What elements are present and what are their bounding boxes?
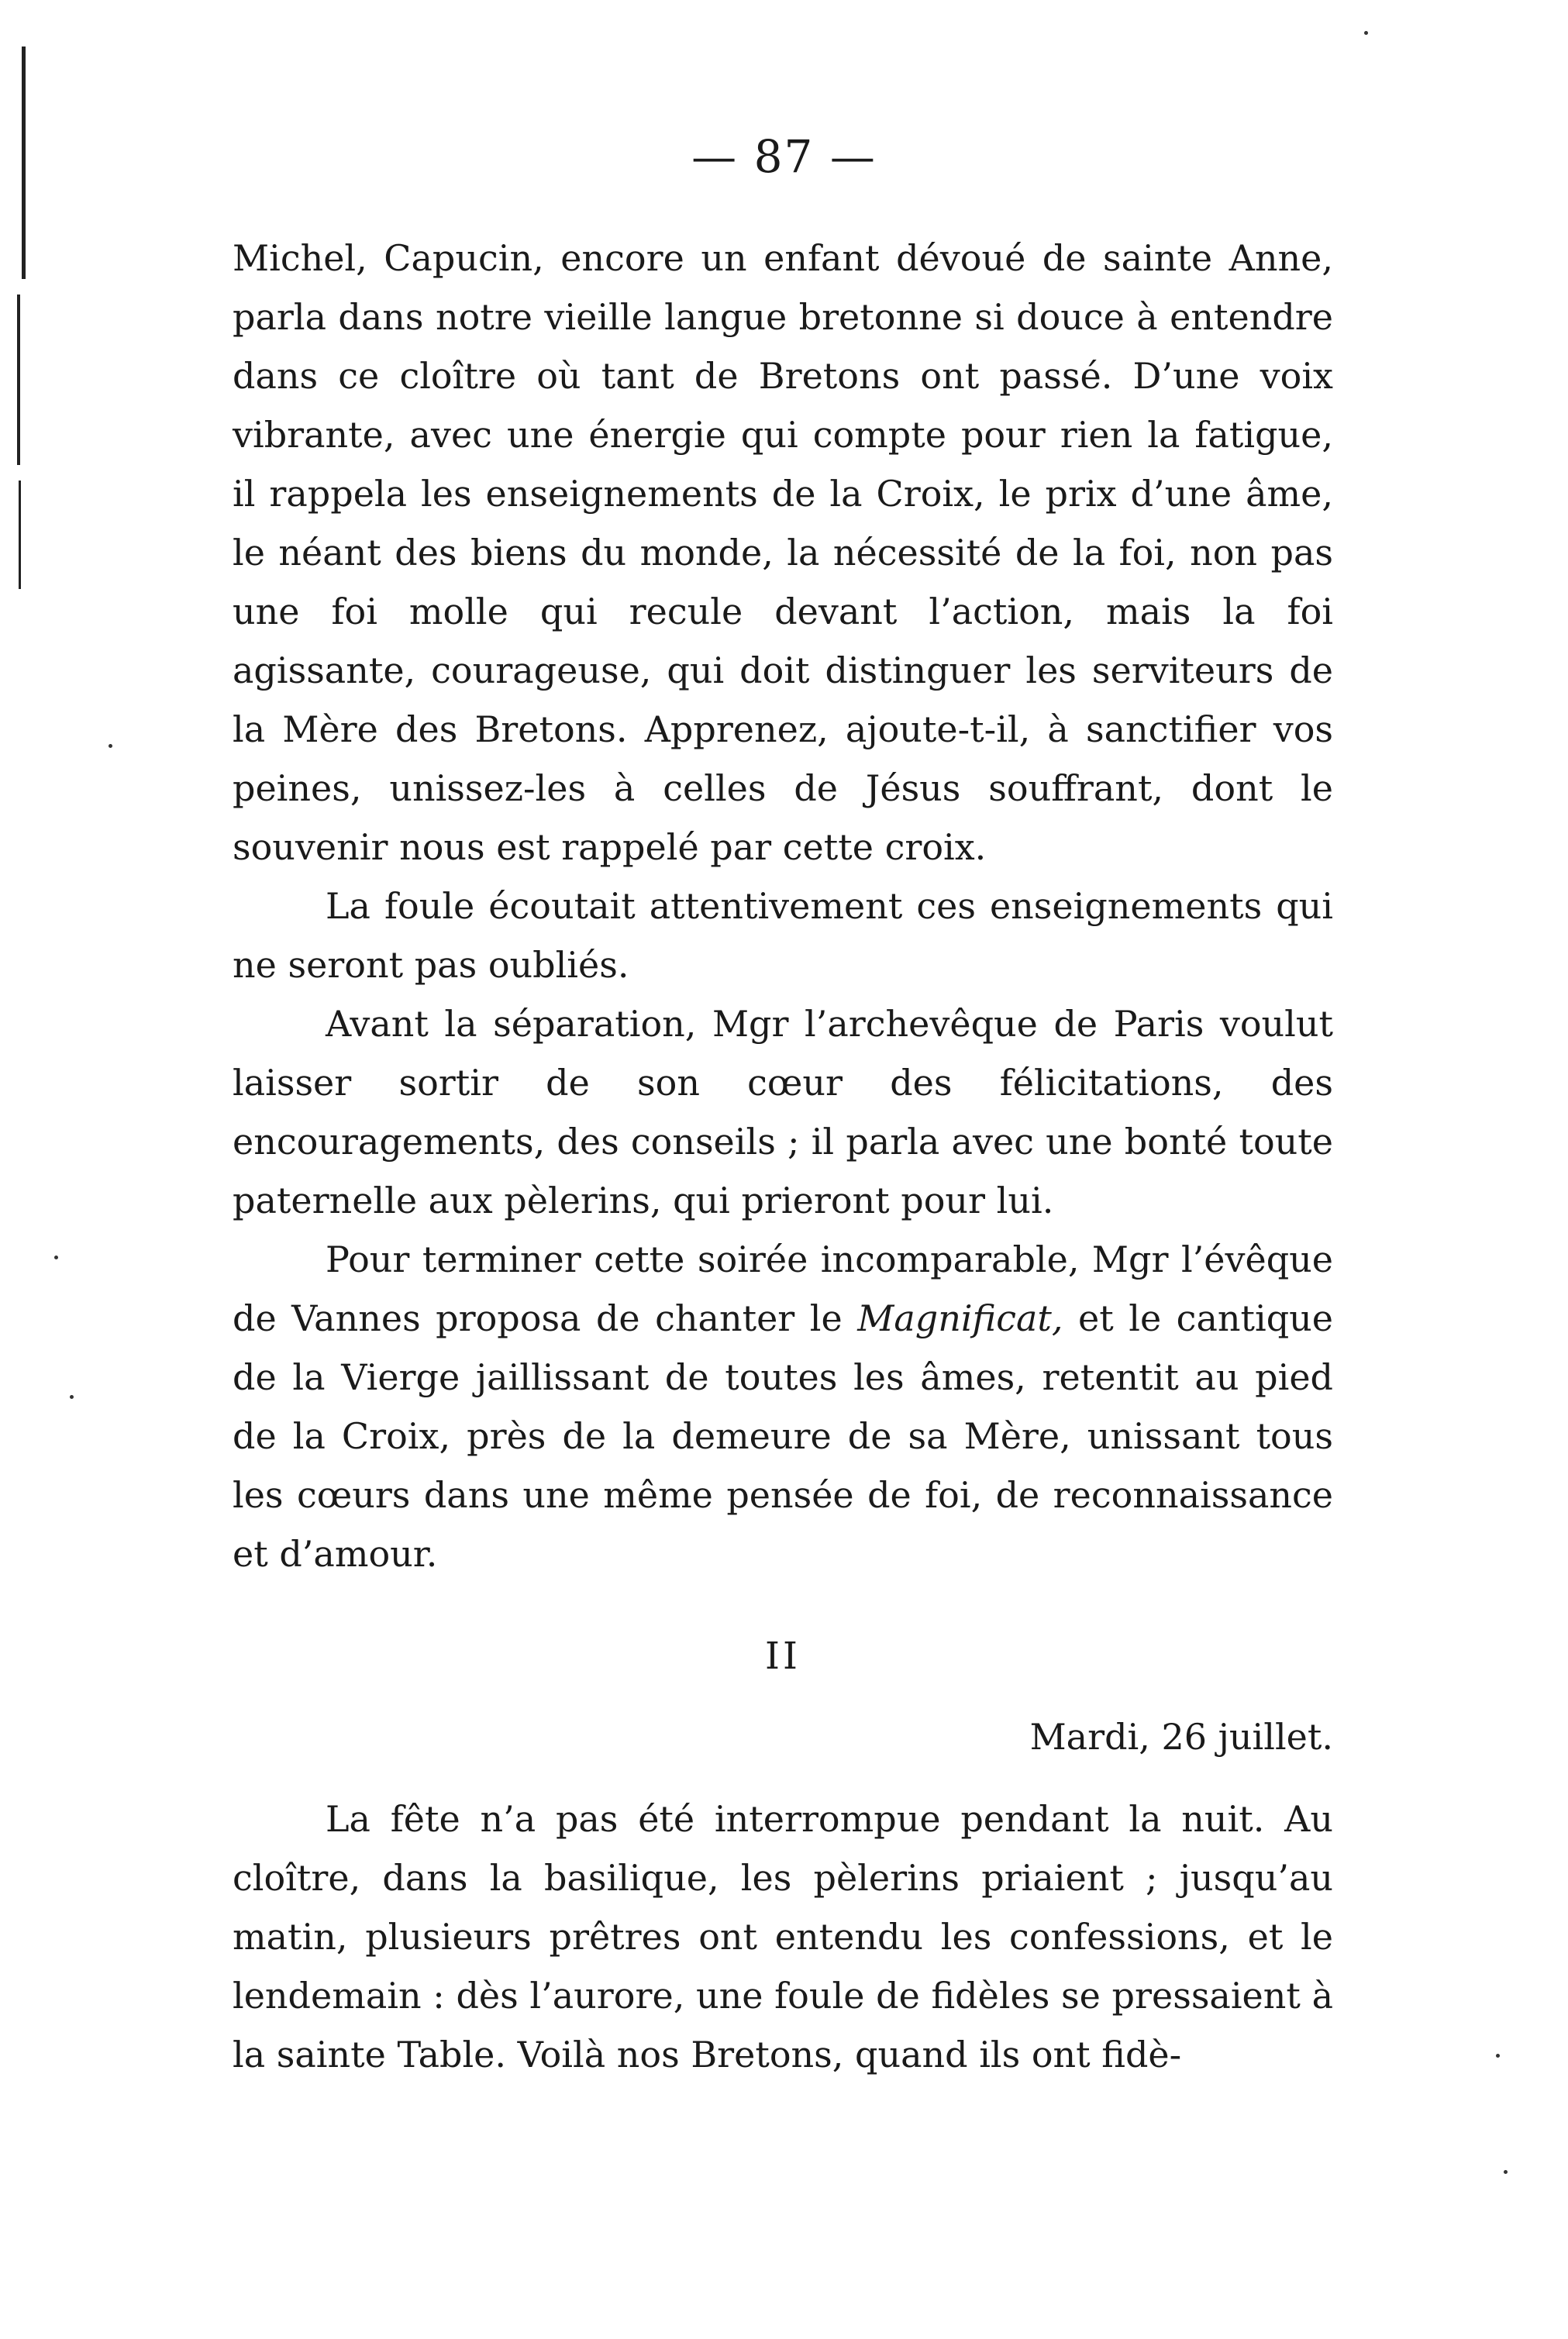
- page-number: — 87 —: [691, 130, 877, 183]
- italic-title: Magnificat,: [857, 1297, 1063, 1339]
- paragraph: La fête n’a pas été interrompue pendant la nuit. Au cloître, dans la basilique, les pèlerins priaient ; jusqu’au matin, plusieurs prêtres ont entendu les confessions, et le lendemain : dès l’aurore, une foule de fidèles se pressaient à la sainte Table. Voilà nos Bretons, quand ils ont fidè-: [233, 1798, 1333, 2075]
- scan-speck: [70, 1395, 74, 1399]
- paragraph: La foule écoutait attentivement ces enseignements qui ne seront pas oubliés.: [233, 885, 1333, 986]
- section-numeral: II: [765, 1635, 801, 1678]
- paragraph-continuation: Michel, Capucin, encore un enfant dévoué de sainte Anne, parla dans notre vieille langue bretonne si douce à entendre dans ce cloître où tant de Bretons ont passé. D’une voix vibrante, avec une énergie qui compte pour rien la fatigue, il rappela les enseignements de la Croix, le prix d’une âme, le néant des biens du monde, la nécessité de la foi, non pas une foi molle qui recule devant l’action, mais la foi agissante, courageuse, qui doit distinguer les serviteurs de la Mère des Bretons. Apprenez, ajoute-t-il, à sanctifier vos peines, unissez-les à celles de Jésus souffrant, dont le souvenir nous est rappelé par cette croix.: [233, 237, 1333, 868]
- paragraph-text: et le cantique de la Vierge jaillissant de toutes les âmes, retentit au pied de la Croix, près de la demeure de sa Mère, unissant tous les cœurs dans une même pensée de foi, de reconnaissance et d’amour.: [233, 1297, 1333, 1575]
- paragraph: [233, 1230, 1333, 1583]
- scan-speck: [1496, 2054, 1500, 2058]
- body-text: [233, 229, 1333, 2084]
- scan-speck: [54, 1256, 58, 1259]
- scan-speck: [109, 744, 112, 748]
- scan-speck: [1364, 31, 1368, 35]
- dateline: Mardi, 26 juillet.: [1029, 1716, 1333, 1758]
- scan-edge-mark: [17, 295, 20, 465]
- scan-edge-mark: [19, 481, 21, 589]
- paragraph-text: Pour terminer cette soirée incomparable, Mgr l’évêque de Vannes proposa de chanter le: [233, 1238, 1333, 1339]
- scan-speck: [1504, 2170, 1508, 2174]
- paragraph: Avant la séparation, Mgr l’archevêque de Paris voulut laisser sortir de son cœur des félicitations, des encouragements, des conseils ; il parla avec une bonté toute paternelle aux pèlerins, qui prieront pour lui.: [233, 1003, 1333, 1221]
